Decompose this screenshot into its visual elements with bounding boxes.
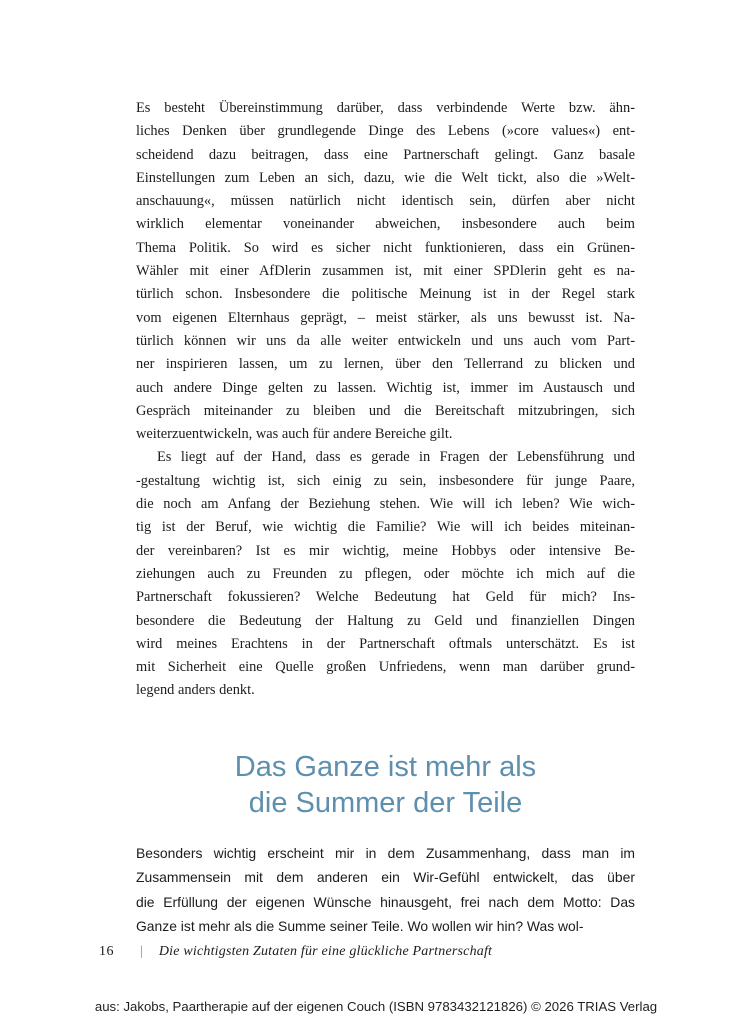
- text-line: die Summer der Teile: [248, 786, 523, 819]
- page-body: [136, 97, 635, 938]
- text-line: türlich können wir uns da alle weiter entwickeln und uns auch vom Part-: [136, 332, 635, 349]
- text-line: Ganze ist mehr als die Summe seiner Teile. Wo wollen wir hin? Was wol-: [136, 917, 584, 934]
- text-line: Es besteht Übereinstimmung darüber, dass verbindende Werte bzw. ähn-: [136, 100, 635, 116]
- text-line: legend anders denkt.: [136, 682, 255, 699]
- page-footer: [99, 944, 492, 960]
- body-paragraph-1: [136, 97, 635, 446]
- text-line: Gespräch miteinander zu bleiben und die Bereitschaft mitzubringen, sich: [136, 402, 635, 419]
- copyright-line: aus: Jakobs, Paartherapie auf der eigenen Couch (ISBN 9783432121826) © 2026 TRIAS Verlag: [94, 999, 658, 1014]
- footer-separator: |: [140, 944, 143, 959]
- text-line: ner inspirieren lassen, um zu lernen, über den Tellerrand zu blicken und: [136, 356, 635, 373]
- text-line: scheidend dazu beitragen, dass eine Partnerschaft gelingt. Ganz basale: [136, 146, 635, 163]
- text-line: die Erfüllung der eigenen Wünsche hinausgeht, frei nach dem Motto: Das: [136, 893, 635, 910]
- body-paragraph-3: [136, 841, 635, 939]
- text-line: liches Denken über grundlegende Dinge des Lebens (»core values«) ent-: [136, 123, 635, 140]
- text-line: weiterzuentwickeln, was auch für andere Bereiche gilt.: [136, 426, 453, 443]
- page-number: 16: [99, 944, 114, 959]
- body-paragraph-2: [136, 446, 635, 702]
- text-line: anschauung«, müssen natürlich nicht identisch sein, dürfen aber nicht: [136, 193, 635, 210]
- text-line: Partnerschaft fokussieren? Welche Bedeutung hat Geld für mich? Ins-: [136, 589, 635, 606]
- text-line: Besonders wichtig erscheint mir in dem Zusammenhang, dass man im: [136, 844, 635, 861]
- text-line: auch andere Dinge gelten zu lassen. Wichtig ist, immer im Austausch und: [136, 379, 635, 396]
- text-line: Wähler mit einer AfDlerin zusammen ist, mit einer SPDlerin geht es na-: [136, 263, 635, 280]
- text-line: mit Sicherheit eine Quelle großen Unfriedens, wenn man darüber grund-: [136, 659, 635, 676]
- text-line: der vereinbaren? Ist es mir wichtig, meine Hobbys oder intensive Be-: [136, 542, 635, 559]
- text-line: Einstellungen zum Leben an sich, dazu, wie die Welt tickt, also die »Welt-: [136, 169, 635, 186]
- text-line: die noch am Anfang der Beziehung stehen. Wie will ich leben? Wie wich-: [136, 496, 635, 513]
- text-line: wird meines Erachtens in der Partnerschaft oftmals unterschätzt. Es ist: [136, 635, 635, 652]
- text-line: Zusammensein mit dem anderen ein Wir-Gefühl entwickelt, das über: [136, 869, 635, 886]
- text-line: Das Ganze ist mehr als: [234, 750, 537, 783]
- text-line: Es liegt auf der Hand, dass es gerade in Fragen der Lebensführung und: [157, 449, 635, 466]
- text-line: ziehungen auch zu Freunden zu pflegen, oder möchte ich mich auf die: [136, 565, 635, 582]
- text-line: besondere die Bedeutung der Haltung zu Geld und finanziellen Dingen: [136, 612, 635, 629]
- text-line: türlich schon. Insbesondere die politische Meinung ist in der Regel stark: [136, 286, 635, 303]
- text-line: -gestaltung wichtig ist, sich einig zu sein, insbesondere für junge Paare,: [136, 472, 635, 489]
- text-line: wirklich elementar voneinander abweichen, insbesondere auch beim: [136, 216, 635, 233]
- text-line: Thema Politik. So wird es sicher nicht funktionieren, dass ein Grünen-: [136, 239, 635, 256]
- running-title: Die wichtigsten Zutaten für eine glückliche Partnerschaft: [158, 944, 493, 959]
- text-line: tig ist der Beruf, wie wichtig die Familie? Wie will ich beides miteinan-: [136, 519, 635, 536]
- text-line: vom eigenen Elternhaus geprägt, – meist stärker, als uns bewusst ist. Na-: [136, 309, 635, 326]
- section-heading: [136, 749, 635, 821]
